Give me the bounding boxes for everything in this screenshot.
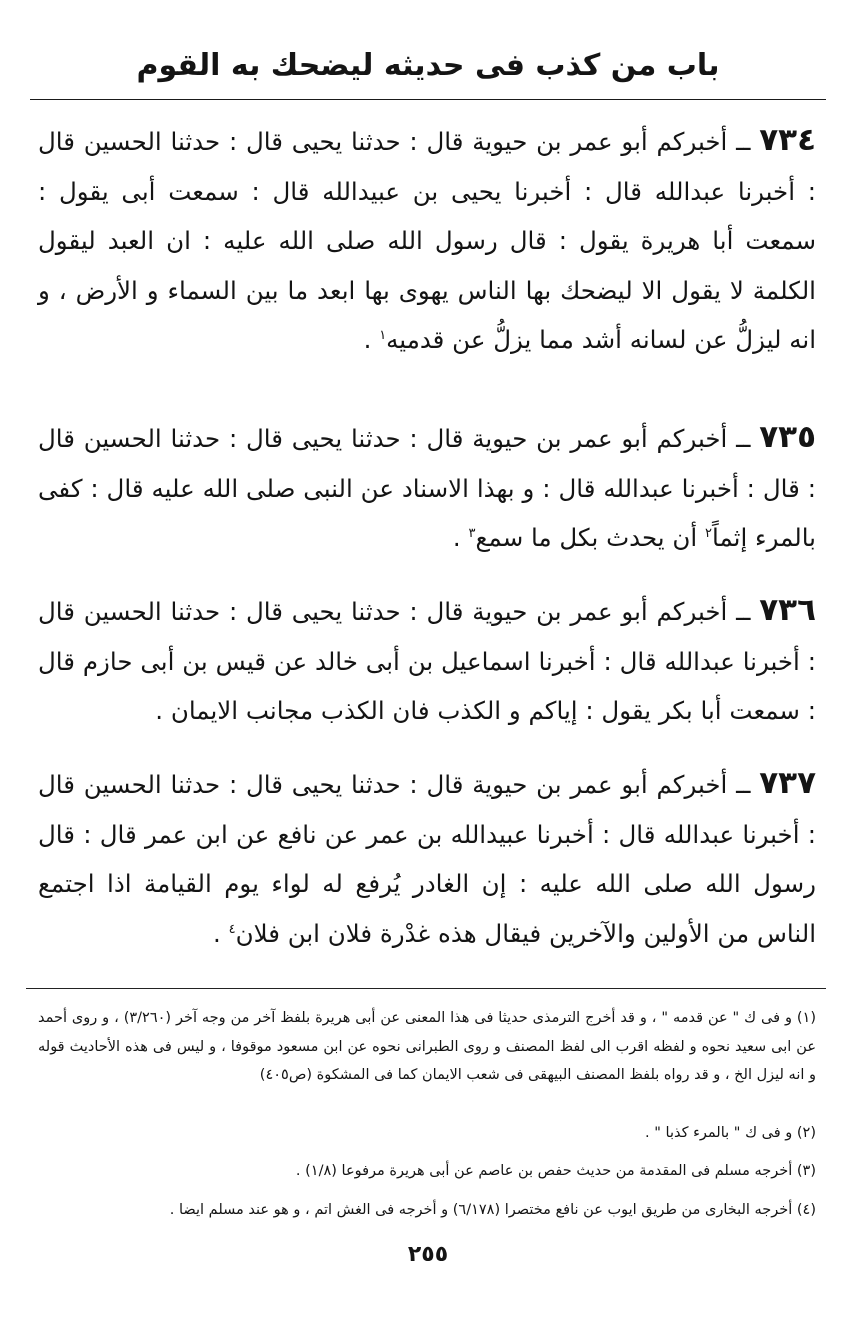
footnote-1: (١) و فى ك " عن قدمه " ، و قد أخرج الترمذى حديثا فى هذا المعنى عن أبى هريرة بلفظ آخر من وجه آخر (٣/٢٦٠) ، و روى أحمد عن ابى سعيد نحوه و لفظه اقرب الى لفظ المصنف و روى الطبرانى نحوه عن ابن مسعود موقوفا ، و ليس فى هذه الأحاديث قوله و انه ليزل الخ ، و قد رواه بلفظ المصنف البيهقى فى شعب الايمان كما فى المشكوة (ص٤٠٥) xyxy=(38,1010,817,1083)
hadith-736 xyxy=(38,586,816,736)
footnote-rule xyxy=(26,988,826,989)
footnote-marker: ٣ xyxy=(468,525,476,541)
hadith-text: ــ أخبركم أبو عمر بن حيوية قال : حدثنا يحيى قال : حدثنا الحسين قال : أخبرنا عبدالله قال : أخبرنا اسماعيل بن أبى خالد عن قيس بن أبى حازم قال : سمعت أبا بكر يقول : إياكم و الكذب فان الكذب مجانب الايمان . xyxy=(38,597,816,725)
hadith-text: أن يحدث بكل ما سمع xyxy=(475,523,706,552)
hadith-end: . xyxy=(213,918,229,948)
footnote-marker: ٢ xyxy=(705,525,712,541)
hadith-text: ــ أخبركم أبو عمر بن حيوية قال : حدثنا يحيى قال : حدثنا الحسين قال : قال : أخبرنا عبدالله قال : و بهذا الاسناد عن النبى صلى الله عليه قال : كفى بالمرء إثماً xyxy=(38,424,816,552)
header-rule xyxy=(30,99,826,100)
footnote-marker: ١ xyxy=(379,327,387,343)
hadith-text: ــ أخبركم أبو عمر بن حيوية قال : حدثنا يحيى قال : حدثنا الحسين قال : أخبرنا عبدالله قال : أخبرنا عبيدالله بن عمر عن نافع عن ابن عمر قال : قال رسول الله صلى الله عليه : إن الغادر يُرفع له لواء يوم القيامة اذا اجتمع الناس من الأولين والآخرين فيقال هذه غدْرة فلان ابن فلان xyxy=(38,770,816,948)
hadith-text: ــ أخبركم أبو عمر بن حيوية قال : حدثنا يحيى قال : حدثنا الحسين قال : أخبرنا عبدالله قال : أخبرنا يحيى بن عبيدالله قال : سمعت أبى يقول : سمعت أبا هريرة يقول : قال رسول الله صلى الله عليه : ان العبد ليقول الكلمة لا يقول الا ليضحك بها الناس يهوى بها ابعد ما بين السماء و الأرض ، و انه ليزلُّ عن لسانه أشد مما يزلُّ عن قدميه xyxy=(38,127,816,354)
running-head: باب من كذب فى حديثه ليضحك به القوم xyxy=(136,48,720,83)
hadith-end: . xyxy=(363,325,380,354)
hadith-number: ٧٣٥ xyxy=(759,419,816,455)
footnote-3: (٣) أخرجه مسلم فى المقدمة من حديث حفص بن عاصم عن أبى هريرة مرفوعا (١/٨) . xyxy=(295,1163,816,1179)
hadith-number: ٧٣٧ xyxy=(759,765,816,801)
hadith-number: ٧٣٤ xyxy=(759,122,816,158)
hadith-end: . xyxy=(452,523,469,552)
footnote-marker: ٤ xyxy=(228,921,236,937)
hadith-737 xyxy=(38,759,816,958)
hadith-734 xyxy=(38,116,816,365)
hadith-735 xyxy=(38,413,816,563)
hadith-number: ٧٣٦ xyxy=(759,592,816,628)
footnote-2: (٢) و فى ك " بالمرء كذبا " . xyxy=(645,1125,816,1141)
page-number: ٢٥٥ xyxy=(407,1242,449,1267)
footnote-4: (٤) أخرجه البخارى من طريق ايوب عن نافع مختصرا (٦/١٧٨) و أخرجه فى الغش اتم ، و هو عند مسلم ايضا . xyxy=(169,1202,816,1218)
